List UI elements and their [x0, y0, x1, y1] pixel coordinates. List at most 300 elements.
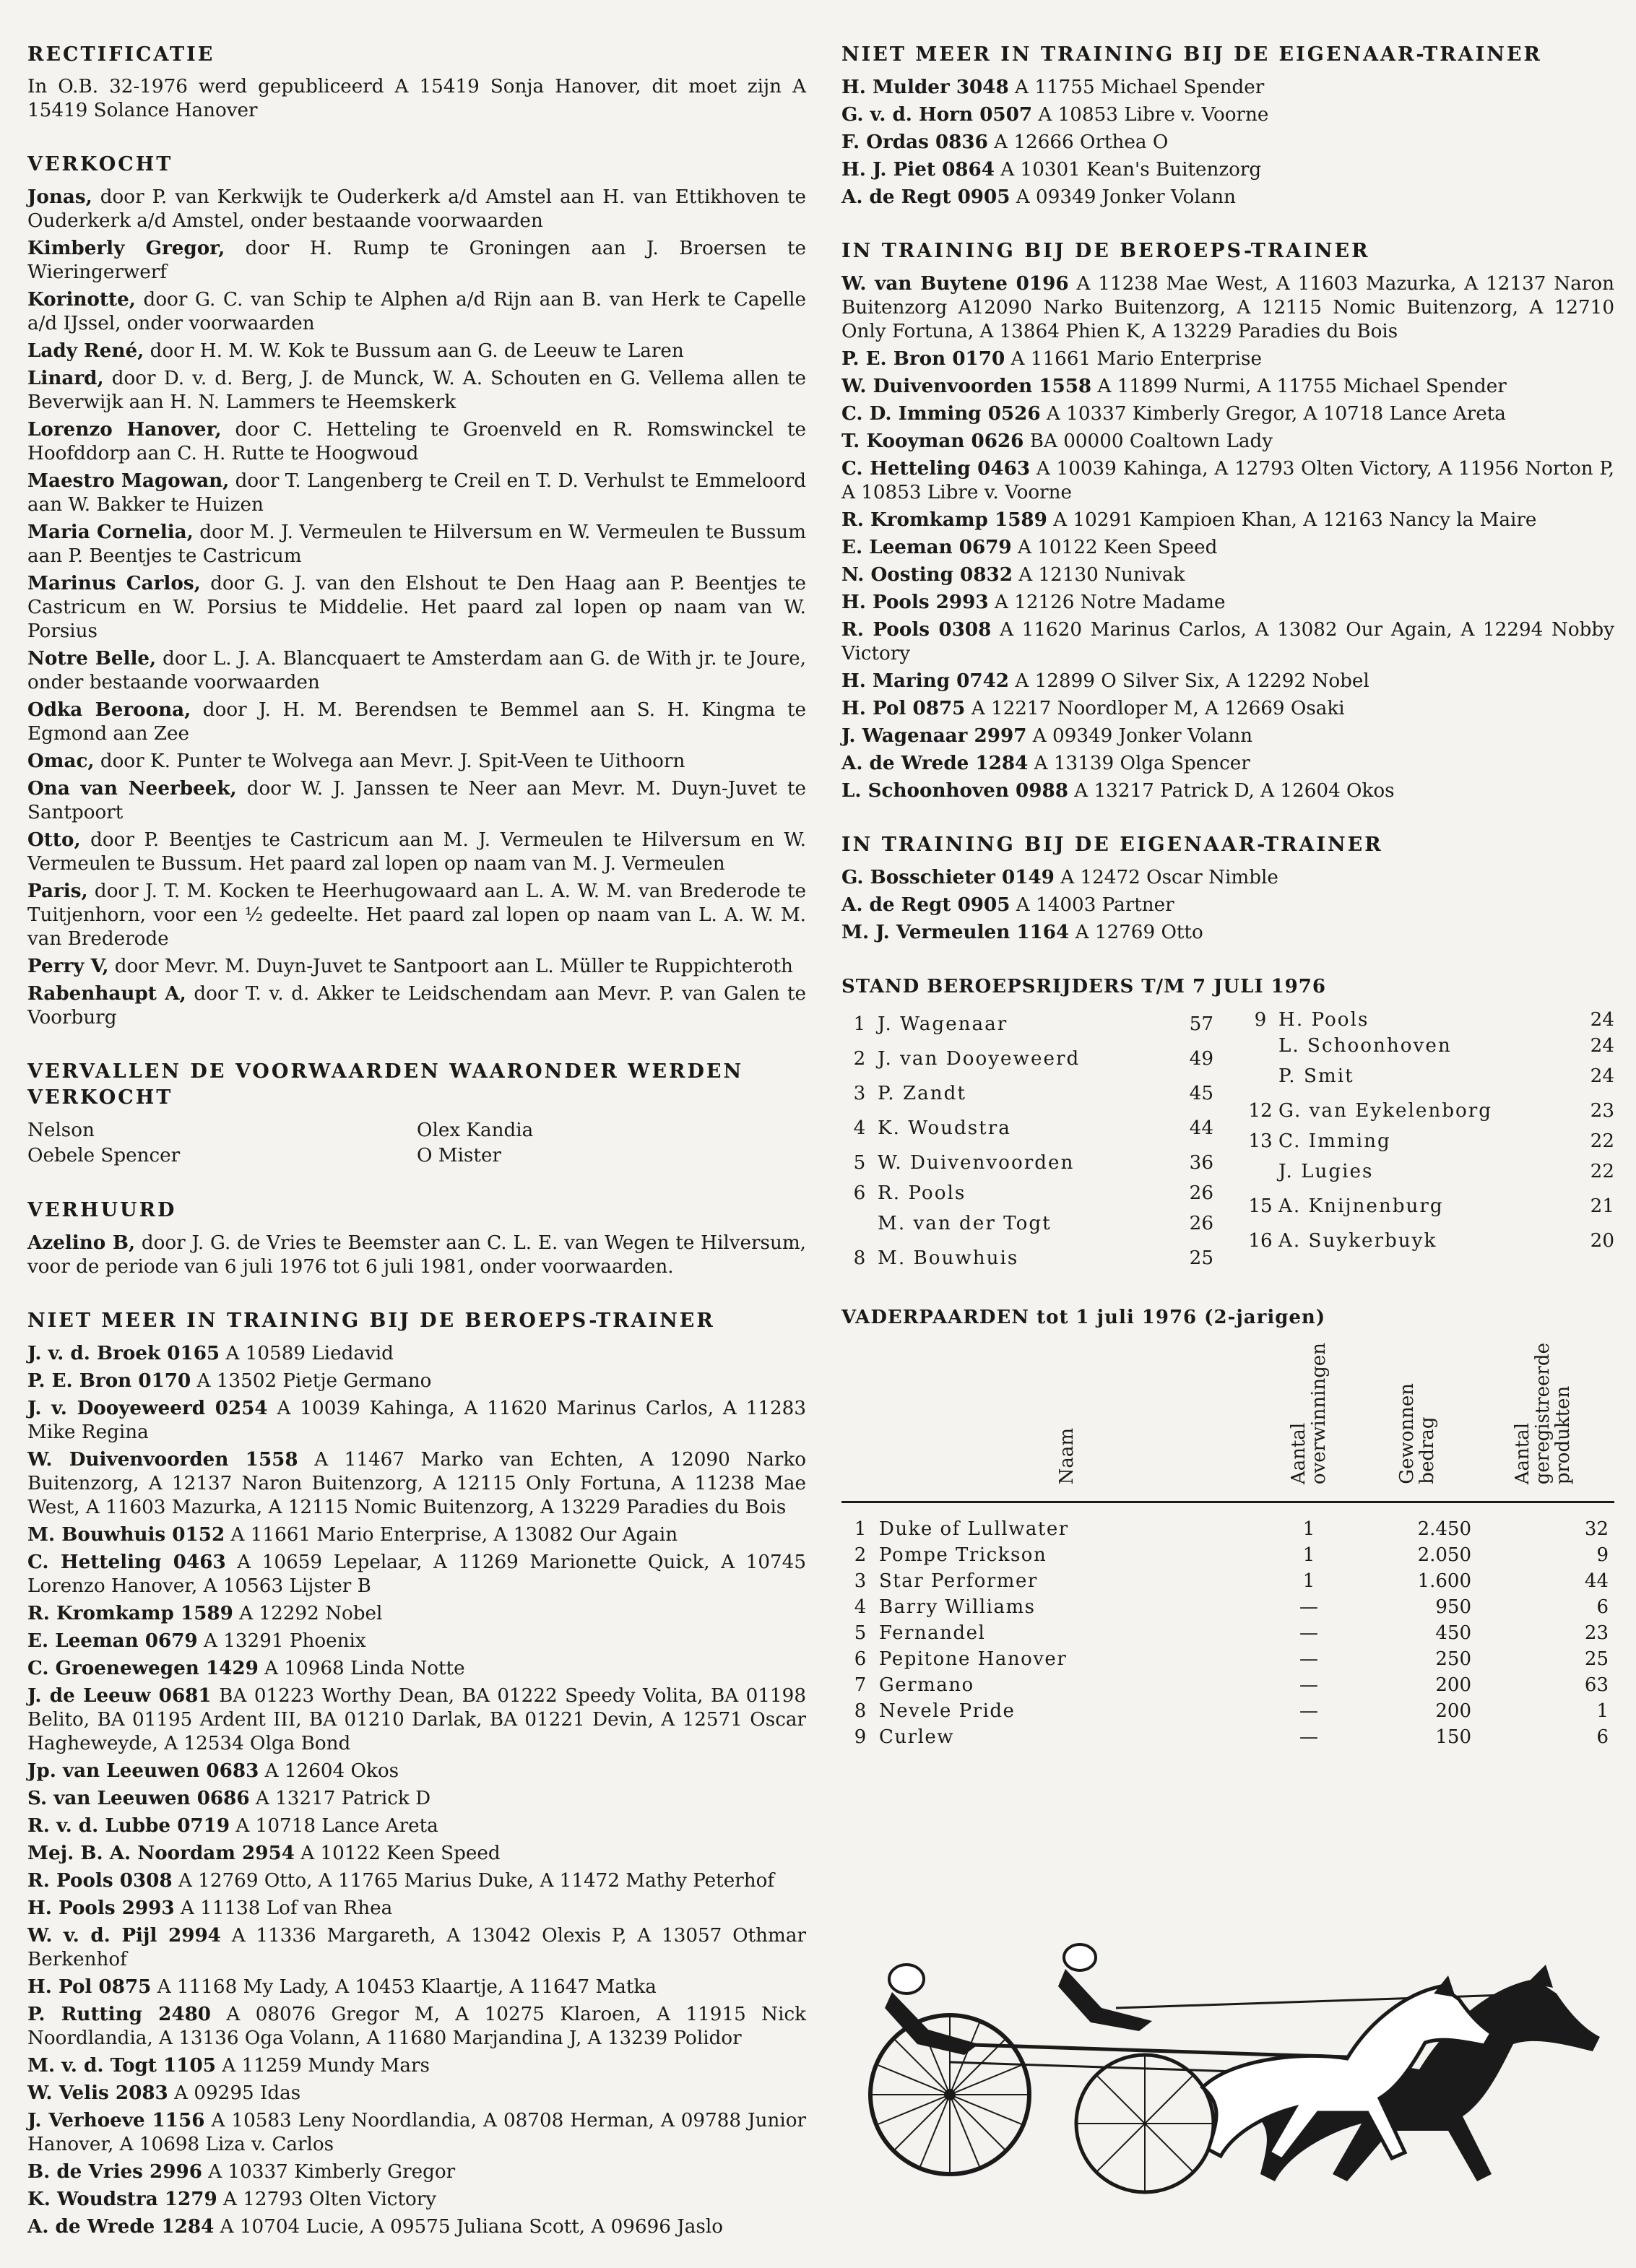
section-verkocht [27, 152, 806, 1030]
entry-name: P. E. Bron 0170 [841, 347, 1005, 370]
entry-text: A 08076 Gregor M, A 10275 Klaroen, A 11915 Nick Noordlandia, A 13136 Oga Volann, A 11680 Marjandina J, A 13239 Polidor [27, 2004, 806, 2049]
sires-table [841, 1338, 1614, 1750]
entry-text: door W. J. Janssen te Neer aan Mevr. M. Duyn-Juvet te Santpoort [27, 778, 807, 823]
sire-name: Star Performer [879, 1570, 1038, 1592]
entry-name: P. Rutting 2480 [27, 2003, 212, 2025]
list-item [841, 696, 1614, 721]
list-item [27, 1629, 806, 1653]
entry-text: A 10122 Keen Speed [1011, 537, 1218, 558]
sire-name: Nevele Pride [879, 1700, 1016, 1722]
entry-text: A 12666 Orthea O [987, 131, 1169, 153]
entry-text: door C. Hetteling te Groenveld en R. Romswinckel te Hoofddorp aan C. H. Rutte te Hoogwoud [27, 419, 807, 464]
standings-rank [841, 1206, 878, 1241]
standings-name: J. van Dooyeweerd [878, 1048, 1081, 1070]
standings-rank: 2 [853, 1048, 866, 1070]
sires-header-row [841, 1338, 1614, 1502]
entry-text: A 10291 Kampioen Khan, A 12163 Nancy la Maire [1047, 509, 1537, 531]
entry-name: Perry V, [27, 955, 109, 977]
entry-text: A 10039 Kahinga, A 12793 Olten Victory, A 11956 Norton P, A 10853 Libre v. Voorne [841, 458, 1614, 503]
sire-wins: 1 [1302, 1570, 1315, 1592]
entry-text: door H. Rump te Groningen aan J. Broersen te Wieringerwerf [27, 238, 807, 283]
sire-products: 25 [1584, 1648, 1609, 1670]
entry-name: R. v. d. Lubbe 0719 [27, 1814, 230, 1837]
entry-text: door P. van Kerkwijk te Ouderkerk a/d Amstel aan H. van Ettikhoven te Ouderkerk a/d Amstel, onder bestaande voorwaarden [27, 186, 806, 232]
list-item [841, 75, 1614, 100]
entry-name: E. Leeman 0679 [27, 1629, 198, 1652]
entry-name: H. J. Piet 0864 [841, 158, 995, 181]
entry-text: A 10122 Keen Speed [294, 1843, 501, 1864]
entry-text: A 11661 Mario Enterprise, A 13082 Our Again [225, 1524, 678, 1546]
sire-amount: 150 [1435, 1726, 1471, 1748]
entry-name: J. v. Dooyeweerd 0254 [27, 1397, 268, 1419]
standings-name: G. van Eykelenborg [1278, 1100, 1493, 1122]
entry-list [841, 75, 1614, 209]
sire-name: Pompe Trickson [879, 1544, 1047, 1566]
entry-text: A 13217 Patrick D [249, 1788, 431, 1809]
standings-row [1242, 1128, 1614, 1154]
table-row [841, 1724, 1614, 1750]
list-item [841, 272, 1614, 344]
header-produkten: Aantal geregistreerde produkten [1512, 1342, 1574, 1484]
horse-name: Oebele Spencer [27, 1145, 181, 1167]
entry-text: A 09295 Idas [168, 2082, 301, 2104]
entry-name: R. Kromkamp 1589 [841, 508, 1047, 531]
entry-text: door J. G. de Vries te Beemster aan C. L. E. van Wegen te Hilversum, voor de periode van 6 juli 1976 tot 6 juli 1981, onder voorwaarden. [27, 1232, 806, 1278]
standings-points: 23 [1590, 1100, 1614, 1122]
table-row [841, 1646, 1614, 1672]
entry-text: A 11259 Mundy Mars [215, 2055, 430, 2077]
section-stand-beroepsrijders [841, 974, 1614, 1276]
entry-name: Maria Cornelia, [27, 521, 194, 543]
entry-text: A 10337 Kimberly Gregor, A 10718 Lance Areta [1040, 403, 1506, 425]
sire-products: 1 [1596, 1700, 1609, 1722]
list-item [27, 2160, 806, 2184]
standings-row [1242, 1007, 1614, 1033]
sire-rank: 7 [854, 1674, 867, 1696]
entry-text: door D. v. d. Berg, J. de Munck, W. A. Schouten en G. Vellema allen te Beverwijk aan H. N. Lammers te Heemskerk [27, 368, 806, 413]
section-title: RECTIFICATIE [27, 43, 215, 66]
list-item [841, 779, 1614, 803]
sire-amount: 200 [1435, 1700, 1471, 1722]
list-item [27, 2215, 806, 2239]
list-item [841, 865, 1614, 890]
entry-name: W. Duivenvoorden 1558 [27, 1448, 298, 1471]
sire-amount: 950 [1435, 1596, 1471, 1618]
entry-name: Ona van Neerbeek, [27, 777, 237, 800]
standings-rank: 4 [853, 1117, 866, 1139]
standings-name: J. Lugies [1278, 1161, 1374, 1182]
list-item [27, 1231, 806, 1279]
entry-name: J. Verhoeve 1156 [27, 2109, 205, 2131]
list-item [27, 1841, 806, 1866]
entry-text: A 12899 O Silver Six, A 12292 Nobel [1009, 670, 1369, 692]
standings-points: 20 [1590, 1230, 1614, 1252]
standings-rank: 6 [853, 1182, 866, 1204]
standings-name: R. Pools [878, 1182, 966, 1204]
entry-name: Mej. B. A. Noordam 2954 [27, 1842, 295, 1864]
entry-text: door J. H. M. Berendsen te Bemmel aan S. H. Kingma te Egmond aan Zee [27, 699, 806, 745]
entry-name: F. Ordas 0836 [841, 131, 988, 153]
section-niet-meer-eigenaar [841, 42, 1614, 209]
entry-text: A 11620 Marinus Carlos, A 13082 Our Again, A 12294 Nobby Victory [841, 619, 1614, 665]
list-item [27, 1975, 806, 1999]
entry-text: A 12472 Oscar Nimble [1054, 867, 1278, 888]
table-row [841, 1502, 1614, 1543]
entry-text: A 11755 Michael Spender [1008, 77, 1265, 98]
entry-text: A 13139 Olga Spencer [1028, 753, 1250, 774]
entry-text: door H. M. W. Kok te Bussum aan G. de Leeuw te Laren [144, 340, 684, 362]
list-item [27, 571, 806, 644]
table-row [841, 1594, 1614, 1620]
entry-list [27, 185, 806, 1030]
standings-points: 24 [1590, 1035, 1614, 1057]
horse-pair-row [27, 1118, 806, 1143]
sire-wins: — [1299, 1596, 1318, 1618]
sire-products: 32 [1584, 1518, 1609, 1540]
list-item [27, 1786, 806, 1811]
standings-name: K. Woudstra [878, 1117, 1011, 1139]
entry-name: Korinotte, [27, 288, 136, 311]
sire-rank: 6 [854, 1648, 867, 1670]
entry-text: A 12130 Nunivak [1012, 564, 1185, 586]
entry-name: Otto, [27, 828, 81, 851]
entry-name: C. Groenewegen 1429 [27, 1657, 259, 1679]
standings-rank: 1 [853, 1013, 866, 1035]
entry-name: H. Maring 0742 [841, 670, 1010, 692]
entry-name: H. Mulder 3048 [841, 76, 1009, 98]
entry-name: L. Schoonhoven 0988 [841, 779, 1068, 802]
entry-name: A. de Regt 0905 [841, 893, 1010, 916]
table-row [841, 1698, 1614, 1724]
entry-list [27, 1231, 806, 1279]
entry-text: A 10589 Liedavid [220, 1343, 394, 1364]
sire-rank: 9 [854, 1726, 867, 1748]
sire-rank: 4 [854, 1596, 867, 1618]
entry-text: A 13291 Phoenix [197, 1630, 366, 1652]
sulky-racing-illustration [841, 1936, 1614, 2221]
standings-name: P. Zandt [878, 1083, 966, 1104]
right-column [841, 42, 1614, 1779]
standings-rank: 3 [853, 1083, 866, 1104]
section-title: VADERPAARDEN tot 1 juli 1976 (2-jarigen) [841, 1307, 1326, 1328]
list-item [27, 1369, 806, 1393]
list-item [841, 347, 1614, 371]
table-row [841, 1542, 1614, 1568]
list-item [27, 339, 806, 363]
sire-products: 9 [1596, 1544, 1609, 1566]
standings-name: M. van der Togt [878, 1213, 1052, 1234]
list-item [27, 2081, 806, 2105]
standings-rank [1242, 1154, 1278, 1189]
sire-products: 23 [1584, 1622, 1609, 1644]
standings-row [1242, 1094, 1614, 1128]
standings-row [1242, 1189, 1614, 1224]
list-item [27, 2053, 806, 2078]
left-column [27, 42, 806, 2268]
list-item [841, 402, 1614, 426]
standings-rank: 9 [1254, 1009, 1267, 1031]
entry-name: K. Woudstra 1279 [27, 2188, 217, 2210]
entry-name: Notre Belle, [27, 647, 157, 670]
entry-text: door K. Punter te Wolvega aan Mevr. J. Spit-Veen te Uithoorn [94, 750, 685, 772]
entry-name: W. Duivenvoorden 1558 [841, 375, 1092, 397]
entry-name: Rabenhaupt A, [27, 982, 186, 1005]
rectificatie-text: In O.B. 32-1976 werd gepubliceerd A 15419 Sonja Hanover, dit moet zijn A 15419 Solance Hanover [27, 76, 806, 121]
list-item [27, 1896, 806, 1921]
list-item [841, 185, 1614, 209]
section-vervallen [27, 1059, 806, 1169]
entry-name: N. Oosting 0832 [841, 563, 1013, 586]
entry-name: R. Kromkamp 1589 [27, 1602, 233, 1624]
list-item [841, 374, 1614, 399]
standings-points: 25 [1189, 1247, 1213, 1269]
entry-name: S. van Leeuwen 0686 [27, 1787, 250, 1809]
sire-amount: 250 [1435, 1648, 1471, 1670]
list-item [27, 1601, 806, 1626]
standings-rank: 13 [1248, 1130, 1273, 1152]
entry-text: A 09349 Jonker Volann [1026, 725, 1252, 747]
list-item [27, 2108, 806, 2157]
horse-pair-row [27, 1143, 806, 1169]
standings-row [841, 1042, 1213, 1076]
standings-row [841, 1111, 1213, 1146]
sire-wins: 1 [1302, 1544, 1315, 1566]
entry-text: door L. J. A. Blancquaert te Amsterdam aan G. de With jr. te Joure, onder bestaande voorwaarden [27, 648, 806, 693]
sire-wins: — [1299, 1726, 1318, 1748]
list-item [27, 1550, 806, 1598]
entry-name: Marinus Carlos, [27, 572, 201, 594]
standings-row [1242, 1033, 1614, 1059]
entry-text: A 12793 Olten Victory [217, 2189, 437, 2210]
entry-text: door G. C. van Schip te Alphen a/d Rijn aan B. van Herk te Capelle a/d IJssel, onder voorwaarden [27, 289, 806, 334]
list-item [27, 1656, 806, 1681]
entry-name: G. Bosschieter 0149 [841, 866, 1055, 888]
list-item [841, 535, 1614, 560]
standings-points: 26 [1189, 1182, 1213, 1204]
entry-name: Lorenzo Hanover, [27, 418, 222, 441]
list-item [841, 669, 1614, 693]
standings-name: P. Smit [1278, 1065, 1354, 1087]
list-item [841, 508, 1614, 532]
entry-name: Maestro Magowan, [27, 469, 230, 492]
list-item [27, 185, 806, 233]
entry-name: R. Pools 0308 [841, 618, 992, 641]
entry-text: A 12292 Nobel [233, 1603, 383, 1624]
entry-name: C. Hetteling 0463 [27, 1551, 226, 1573]
list-item [27, 2002, 806, 2051]
list-item [27, 698, 806, 746]
standings-row [841, 1007, 1213, 1042]
entry-name: T. Kooyman 0626 [841, 430, 1024, 452]
entry-name: B. de Vries 2996 [27, 2160, 202, 2183]
standings-name: A. Suykerbuyk [1278, 1230, 1437, 1252]
entry-text: A 10853 Libre v. Voorne [1032, 104, 1269, 126]
list-item [841, 893, 1614, 917]
standings-rank: 5 [853, 1152, 866, 1174]
standings-points: 44 [1189, 1117, 1213, 1139]
sire-name: Germano [879, 1674, 974, 1696]
standings-points: 36 [1189, 1152, 1213, 1174]
entry-name: Kimberly Gregor, [27, 237, 225, 259]
entry-text: A 09349 Jonker Volann [1010, 186, 1237, 208]
entry-list [27, 1341, 806, 2239]
entry-name: H. Pol 0875 [27, 1975, 152, 1998]
entry-text: A 11336 Margareth, A 13042 Olexis P, A 13057 Othmar Berkenhof [27, 1925, 806, 1970]
list-item [27, 954, 806, 979]
standings-points: 26 [1189, 1213, 1213, 1234]
header-naam: Naam [1056, 1427, 1078, 1484]
horse-name: Olex Kandia [417, 1120, 534, 1141]
list-item [27, 1523, 806, 1547]
list-item [27, 366, 806, 415]
sire-products: 6 [1596, 1596, 1609, 1618]
standings-name: L. Schoonhoven [1278, 1035, 1452, 1057]
entry-name: H. Pol 0875 [841, 697, 966, 719]
list-item [27, 520, 806, 568]
entry-name: M. Bouwhuis 0152 [27, 1523, 225, 1546]
entry-name: C. D. Imming 0526 [841, 402, 1041, 425]
entry-name: E. Leeman 0679 [841, 536, 1012, 558]
entry-text: door Mevr. M. Duyn-Juvet te Santpoort aan L. Müller te Ruppichteroth [108, 956, 793, 977]
section-vaderpaarden [841, 1304, 1614, 1750]
list-item [841, 618, 1614, 666]
standings-rank: 16 [1248, 1230, 1273, 1252]
entry-text: door P. Beentjes te Castricum aan M. J. Vermeulen te Hilversum en W. Vermeulen te Bussum. Het paard zal lopen op naam van M. J. Vermeulen [27, 829, 806, 875]
standings-points: 24 [1590, 1009, 1614, 1031]
standings-name: C. Imming [1278, 1130, 1391, 1152]
list-item [27, 646, 806, 695]
standings-points: 57 [1189, 1013, 1213, 1035]
list-item [27, 1684, 806, 1756]
entry-text: A 10704 Lucie, A 09575 Juliana Scott, A 09696 Jaslo [214, 2216, 723, 2238]
entry-text: A 11467 Marko van Echten, A 12090 Narko Buitenzorg, A 12137 Naron Buitenzorg, A 12115 Only Fortuna, A 11238 Mae West, A 11603 Mazurka, A 12115 Nomic Buitenzorg, A 13229 Paradies du Bois [27, 1449, 806, 1518]
section-title: IN TRAINING BIJ DE EIGENAAR-TRAINER [841, 834, 1383, 856]
standings-name: A. Knijnenburg [1278, 1195, 1444, 1217]
entry-text: A 11168 My Lady, A 10453 Klaartje, A 11647 Matka [151, 1976, 657, 1998]
entry-text: A 10659 Lepelaar, A 11269 Marionette Quick, A 10745 Lorenzo Hanover, A 10563 Lijster B [27, 1551, 806, 1597]
section-title: NIET MEER IN TRAINING BIJ DE BEROEPS-TRAINER [27, 1310, 715, 1332]
header-overwinningen: Aantal overwinningen [1288, 1342, 1330, 1484]
sire-name: Pepitone Hanover [879, 1648, 1068, 1670]
entry-name: M. J. Vermeulen 1164 [841, 921, 1070, 943]
list-item [27, 469, 806, 517]
entry-text: A 14003 Partner [1010, 894, 1174, 916]
standings-row [841, 1241, 1213, 1276]
section-title: IN TRAINING BIJ DE BEROEPS-TRAINER [841, 240, 1370, 262]
entry-text: A 10337 Kimberly Gregor [202, 2161, 456, 2183]
list-item [27, 2187, 806, 2212]
sire-products: 44 [1584, 1570, 1609, 1592]
entry-list [841, 272, 1614, 803]
sire-rank: 2 [854, 1544, 867, 1566]
sires-body [841, 1502, 1614, 1751]
entry-name: W. van Buytene 0196 [841, 272, 1069, 295]
sire-wins: — [1299, 1648, 1318, 1670]
list-item [27, 1869, 806, 1893]
list-item [27, 879, 806, 951]
entry-name: H. Pools 2993 [841, 591, 989, 613]
entry-name: G. v. d. Horn 0507 [841, 103, 1033, 126]
entry-name: A. de Wrede 1284 [841, 752, 1029, 774]
sire-wins: — [1299, 1700, 1318, 1722]
list-item [841, 103, 1614, 127]
entry-text: A 10718 Lance Areta [230, 1815, 438, 1837]
standings-row [1242, 1059, 1614, 1094]
standings-rank [1242, 1033, 1278, 1059]
standings-points: 21 [1590, 1195, 1614, 1217]
sire-amount: 200 [1435, 1674, 1471, 1696]
section-title: VERHUURD [27, 1199, 177, 1221]
list-item [841, 157, 1614, 182]
entry-text: A 12769 Otto [1069, 922, 1203, 943]
section-rectificatie [27, 42, 806, 123]
horse-name: O Mister [417, 1145, 501, 1167]
list-item [841, 724, 1614, 748]
list-item [27, 1759, 806, 1783]
standings-points: 49 [1189, 1048, 1213, 1070]
horse-name: Nelson [27, 1120, 95, 1141]
list-item [27, 749, 806, 774]
entry-text: A 12604 Okos [259, 1760, 399, 1782]
list-item [27, 776, 806, 825]
sire-name: Curlew [879, 1726, 955, 1748]
sire-wins: 1 [1302, 1518, 1315, 1540]
entry-text: A 12769 Otto, A 11765 Marius Duke, A 11472 Mathy Peterhof [172, 1870, 775, 1892]
list-item [841, 429, 1614, 454]
list-item [841, 920, 1614, 945]
section-title: NIET MEER IN TRAINING BIJ DE EIGENAAR-TRAINER [841, 43, 1542, 66]
entry-name: Paris, [27, 880, 88, 902]
standings-row [1242, 1224, 1614, 1258]
list-item [841, 130, 1614, 155]
table-row [841, 1672, 1614, 1698]
entry-name: M. v. d. Togt 1105 [27, 2054, 216, 2077]
list-item [27, 1814, 806, 1838]
entry-name: Jonas, [27, 186, 92, 208]
list-item [27, 982, 806, 1030]
entry-text: A 12217 Noordloper M, A 12669 Osaki [965, 698, 1345, 719]
entry-name: Odka Beroona, [27, 698, 191, 721]
list-item [841, 563, 1614, 587]
standings-row [841, 1206, 1213, 1241]
entry-text: A 10301 Kean's Buitenzorg [994, 159, 1262, 181]
header-bedrag: Gewonnen bedrag [1396, 1383, 1438, 1484]
standings-points: 22 [1590, 1161, 1614, 1182]
sire-amount: 450 [1435, 1622, 1471, 1644]
list-item [27, 236, 806, 285]
sire-rank: 8 [854, 1700, 867, 1722]
sire-name: Barry Williams [879, 1596, 1036, 1618]
standings-points: 45 [1189, 1083, 1213, 1104]
entry-text: A 13502 Pietje Germano [191, 1370, 432, 1392]
standings-left [841, 1007, 1213, 1276]
entry-name: A. de Wrede 1284 [27, 2215, 215, 2238]
list-item [841, 590, 1614, 615]
sire-amount: 2.450 [1417, 1518, 1471, 1540]
entry-text: A 13217 Patrick D, A 12604 Okos [1068, 780, 1395, 802]
section-in-training-beroeps [841, 238, 1614, 803]
entry-name: J. de Leeuw 0681 [27, 1684, 212, 1707]
standings-rank: 12 [1248, 1100, 1273, 1122]
list-item [27, 287, 806, 336]
section-title: VERVALLEN DE VOORWAARDEN WAARONDER WERDEN VERKOCHT [27, 1060, 744, 1109]
entry-text: door G. J. van den Elshout te Den Haag aan P. Beentjes te Castricum en W. Porsius te Middelie. Het paard zal lopen op naam van W. Porsius [27, 573, 807, 642]
sire-wins: — [1299, 1674, 1318, 1696]
table-row [841, 1568, 1614, 1594]
sire-rank: 3 [854, 1570, 867, 1592]
entry-text: door T. v. d. Akker te Leidschendam aan Mevr. P. van Galen te Voorburg [27, 983, 807, 1029]
list-item [841, 456, 1614, 505]
